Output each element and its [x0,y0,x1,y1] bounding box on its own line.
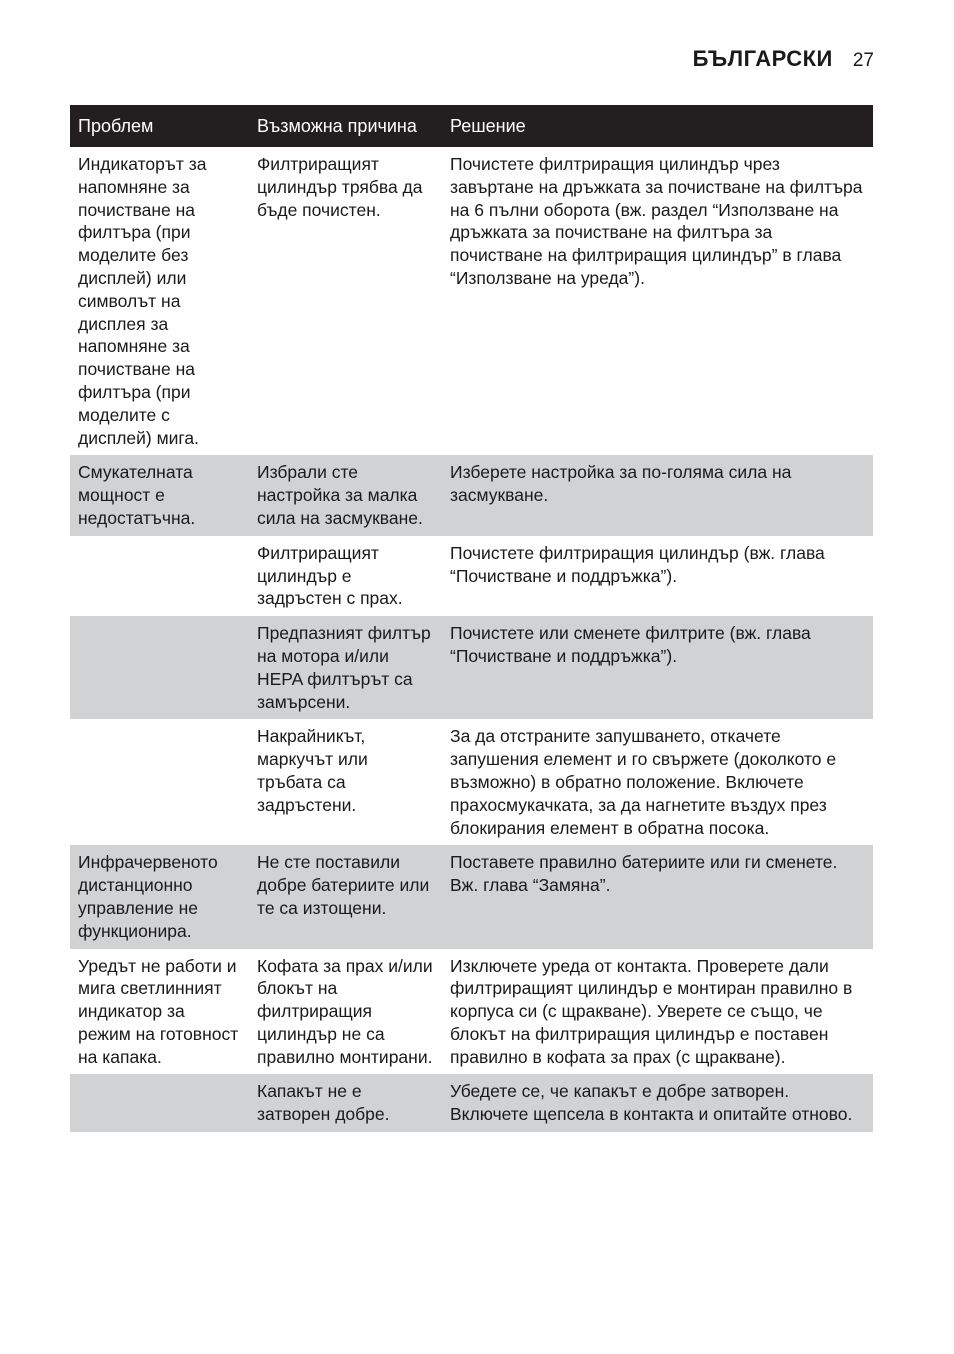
cause-cell: Избрали сте настройка за малка сила на засмукване. [257,462,423,528]
cause-cell: Накрайникът, маркучът или тръбата са задръстени. [257,726,368,815]
cause-cell: Предпазният филтър на мотора и/или HEPA филтърът са замърсени. [257,623,431,712]
problem-cell: Инфрачервеното дистанционно управление не функционира. [78,852,218,941]
table-row [70,455,873,535]
table-header [70,105,873,147]
solution-cell: Почистете филтриращия цилиндър (вж. глава “Почистване и поддръжка”). [450,542,825,586]
problem-cell [70,719,249,845]
language-heading: БЪЛГАРСКИ [692,46,833,71]
problem-cell: Уредът не работи и мига светлинният индикатор за режим на готовност на капака. [78,955,239,1067]
troubleshooting-table [70,105,873,1132]
cause-cell: Не сте поставили добре батериите или те са изтощени. [257,852,430,918]
solution-cell: Изберете настройка за по-голяма сила на засмукване. [450,462,792,506]
table-row [70,616,873,719]
solution-cell: Почистете филтриращия цилиндър чрез завъртане на дръжката за почистване на филтъра на 6 пълни оборота (вж. раздел “Използване на дръжката за почистване на филтъра за почистване на филтриращия цилиндър” в глава “Използване на уреда”). [450,154,863,288]
problem-cell: Индикаторът за напомняне за почистване на филтъра (при моделите без дисплей) или символът на дисплея за напомняне за почистване на филтъра (при моделите с дисплей) мига. [78,154,207,448]
column-header-problem: Проблем [78,115,154,136]
solution-cell: Почистете или сменете филтрите (вж. глава “Почистване и поддръжка”). [450,623,811,666]
column-header-cause: Възможна причина [257,115,417,136]
solution-cell: Убедете се, че капакът е добре затворен. Включете щепсела в контакта и опитайте отново. [450,1081,853,1125]
column-header-solution: Решение [450,115,526,136]
table-row [70,1074,873,1132]
table-row [70,845,873,948]
page-header [693,46,874,72]
solution-cell: Изключете уреда от контакта. Проверете дали филтриращият цилиндър е монтиран правилно в корпуса си (с щракване). Уверете се също, че блокът на филтриращия цилиндър е поставен правилно в кофата за прах (с щракване). [450,955,853,1067]
cause-cell: Капакът не е затворен добре. [257,1081,390,1125]
cause-cell: Кофата за прах и/или блокът на филтриращия цилиндър не са правилно монтирани. [257,955,433,1067]
page-number: 27 [852,50,874,71]
solution-cell: Поставете правилно батериите или ги сменете. Вж. глава “Замяна”. [450,852,838,896]
problem-cell [70,536,249,616]
table-row [70,536,873,616]
table-row [70,949,873,1075]
cause-cell: Филтриращият цилиндър е задръстен с прах. [257,542,403,609]
table-row [70,719,873,845]
problem-cell [70,1074,249,1132]
table-row [70,147,873,455]
problem-cell: Смукателната мощност е недостатъчна. [78,462,196,528]
cause-cell: Филтриращият цилиндър трябва да бъде почистен. [257,154,423,220]
solution-cell: За да отстраните запушването, откачете запушения елемент и го свържете (доколкото е възможно) в обратно положение. Включете прахосмукачката, за да нагнетите въздух през блокирания елемент в обратна посока. [450,726,837,838]
problem-cell [70,616,249,719]
